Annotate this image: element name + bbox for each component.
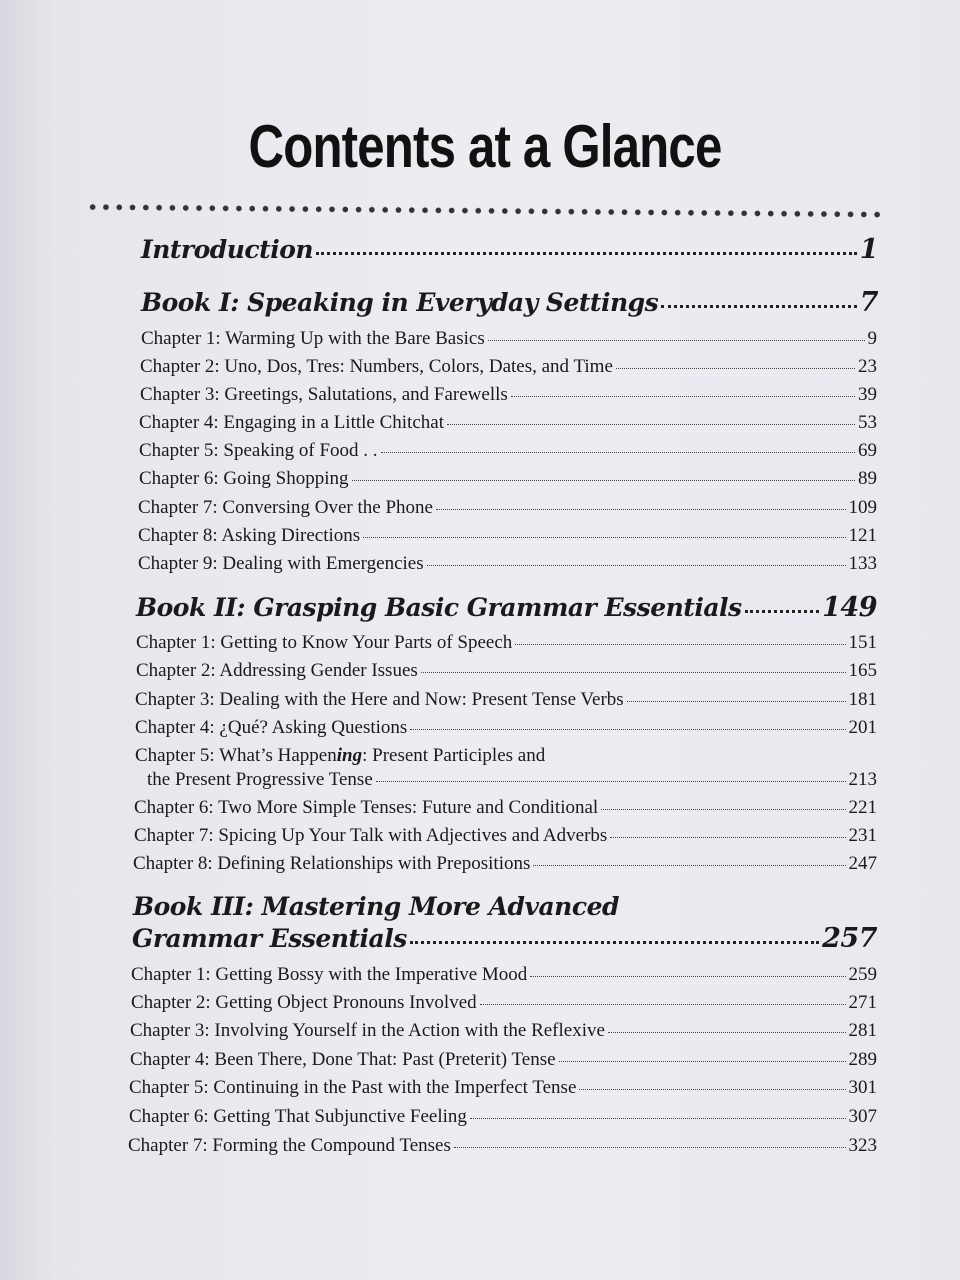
toc-entry-book-3 [132,923,877,954]
chapter-label: Chapter 2: Uno, Dos, Tres: Numbers, Colors, Dates, and Time [140,356,613,377]
chapter-label: Chapter 7: Spicing Up Your Talk with Adjectives and Adverbs [134,825,608,846]
dot-leader [381,452,855,453]
chapter-label: the Present Progressive Tense [147,769,373,790]
chapter-label: Chapter 6: Getting That Subjunctive Feeling [129,1106,467,1127]
dot-leader [316,252,857,255]
toc-chapter [129,1077,877,1099]
entry-page: 1 [859,234,878,265]
chapter-label-part: : Present Participles and [362,745,546,766]
entry-label: Book I: Speaking in Everyday Settings [141,288,659,317]
chapter-label: Chapter 6: Going Shopping [139,468,349,489]
toc-chapter [139,468,877,490]
chapter-page: 69 [858,440,877,461]
toc-chapter [128,1135,877,1157]
dot-leader [427,565,846,566]
dotted-divider [86,200,886,222]
toc-entry-introduction [141,234,878,265]
dot-leader [745,610,820,613]
chapter-page: 259 [848,964,877,985]
chapter-page: 121 [848,525,877,546]
chapter-page: 213 [848,769,877,790]
chapter-page: 181 [848,689,877,710]
toc-entry-book-1 [141,287,878,318]
toc-chapter-line-2 [135,769,877,791]
dot-leader [480,1004,846,1005]
chapter-label: Chapter 4: Been There, Done That: Past (Preterit) Tense [130,1049,556,1070]
toc-chapter-line-1 [135,745,545,767]
toc-chapter [138,497,877,519]
toc-entry-book-2 [136,592,877,623]
chapter-page: 271 [848,992,877,1013]
entry-page: 7 [859,287,878,318]
chapter-page: 231 [848,825,877,846]
toc-chapter [130,1049,877,1071]
dot-leader [530,976,845,977]
toc-chapter [141,328,877,350]
dot-leader [559,1061,846,1062]
toc-chapter [139,440,877,462]
chapter-label: Chapter 1: Getting to Know Your Parts of Speech [136,632,513,653]
chapter-label: Chapter 7: Forming the Compound Tenses [128,1135,451,1156]
chapter-page: 89 [858,468,877,489]
chapter-label: Chapter 5: Speaking of Food . . [139,440,378,461]
dot-leader [470,1118,846,1119]
chapter-label: Chapter 2: Addressing Gender Issues [136,660,418,681]
chapter-page: 289 [848,1049,877,1070]
chapter-page: 247 [848,853,877,874]
dot-leader [352,480,855,481]
chapter-page: 165 [848,660,877,681]
dot-leader [608,1032,846,1033]
chapter-page: 9 [867,328,877,349]
toc-chapter [140,356,877,378]
chapter-page: 23 [858,356,877,377]
toc-chapter [140,384,877,406]
chapter-page: 53 [858,412,877,433]
chapter-label: Chapter 3: Involving Yourself in the Action with the Reflexive [130,1020,605,1041]
dot-leader [511,396,855,397]
toc-chapter [131,992,877,1014]
dot-leader [579,1089,845,1090]
chapter-label: Chapter 7: Conversing Over the Phone [138,497,433,518]
chapter-label: Chapter 2: Getting Object Pronouns Involved [131,992,477,1013]
chapter-page: 323 [848,1135,877,1156]
chapter-label-emphasis: ing [336,745,363,766]
toc-chapter [136,632,877,654]
chapter-label: Chapter 9: Dealing with Emergencies [138,553,424,574]
chapter-label-part: Chapter 5: What’s Happen [135,745,337,766]
toc-chapter [133,853,877,875]
entry-page: 149 [822,592,877,623]
dot-leader [515,644,845,645]
entry-label: Introduction [141,235,314,264]
dot-leader [616,368,855,369]
entry-label: Grammar Essentials [132,924,407,953]
toc-chapter [129,1106,877,1128]
chapter-label: Chapter 1: Warming Up with the Bare Basics [141,328,485,349]
dot-leader [363,537,845,538]
dot-leader [488,340,865,341]
toc-chapter [136,660,877,682]
dot-leader [447,424,855,425]
toc-chapter [134,797,877,819]
dot-leader [376,781,846,782]
chapter-page: 281 [848,1020,877,1041]
chapter-label: Chapter 6: Two More Simple Tenses: Future and Conditional [134,797,599,818]
page-title: Contents at a Glance [248,113,722,180]
dot-leader [410,941,819,944]
chapter-page: 221 [848,797,877,818]
chapter-page: 39 [858,384,877,405]
chapter-page: 133 [848,553,877,574]
toc-chapter [134,825,877,847]
toc-chapter [139,412,877,434]
chapter-page: 151 [848,632,877,653]
chapter-page: 109 [848,497,877,518]
toc-chapter [131,964,877,986]
dot-leader [410,729,845,730]
toc-chapter [135,689,877,711]
dot-leader [627,701,846,702]
dot-leader [421,672,846,673]
chapter-label: Chapter 4: ¿Qué? Asking Questions [135,717,408,738]
chapter-label: Chapter 4: Engaging in a Little Chitchat [139,412,444,433]
chapter-label: Chapter 8: Defining Relationships with Prepositions [133,853,531,874]
dot-leader [436,509,846,510]
entry-label: Book II: Grasping Basic Grammar Essentials [136,593,742,622]
toc-chapter [138,553,877,575]
entry-page: 257 [822,923,877,954]
chapter-page: 307 [848,1106,877,1127]
toc-entry-book-3-line-1: Book III: Mastering More Advanced [133,892,619,921]
toc-chapter [130,1020,877,1042]
dot-leader [454,1147,846,1148]
dot-leader [601,809,845,810]
chapter-label: Chapter 8: Asking Directions [138,525,361,546]
chapter-page: 301 [848,1077,877,1098]
toc-chapter [135,717,877,739]
chapter-label: Chapter 5: Continuing in the Past with the Imperfect Tense [129,1077,577,1098]
chapter-label: Chapter 3: Dealing with the Here and Now: Present Tense Verbs [135,689,624,710]
toc-chapter [138,525,877,547]
chapter-label: Chapter 3: Greetings, Salutations, and Farewells [140,384,508,405]
dot-leader [533,865,845,866]
dot-leader [661,305,856,308]
dot-leader [610,837,845,838]
chapter-label: Chapter 1: Getting Bossy with the Imperative Mood [131,964,528,985]
chapter-page: 201 [848,717,877,738]
